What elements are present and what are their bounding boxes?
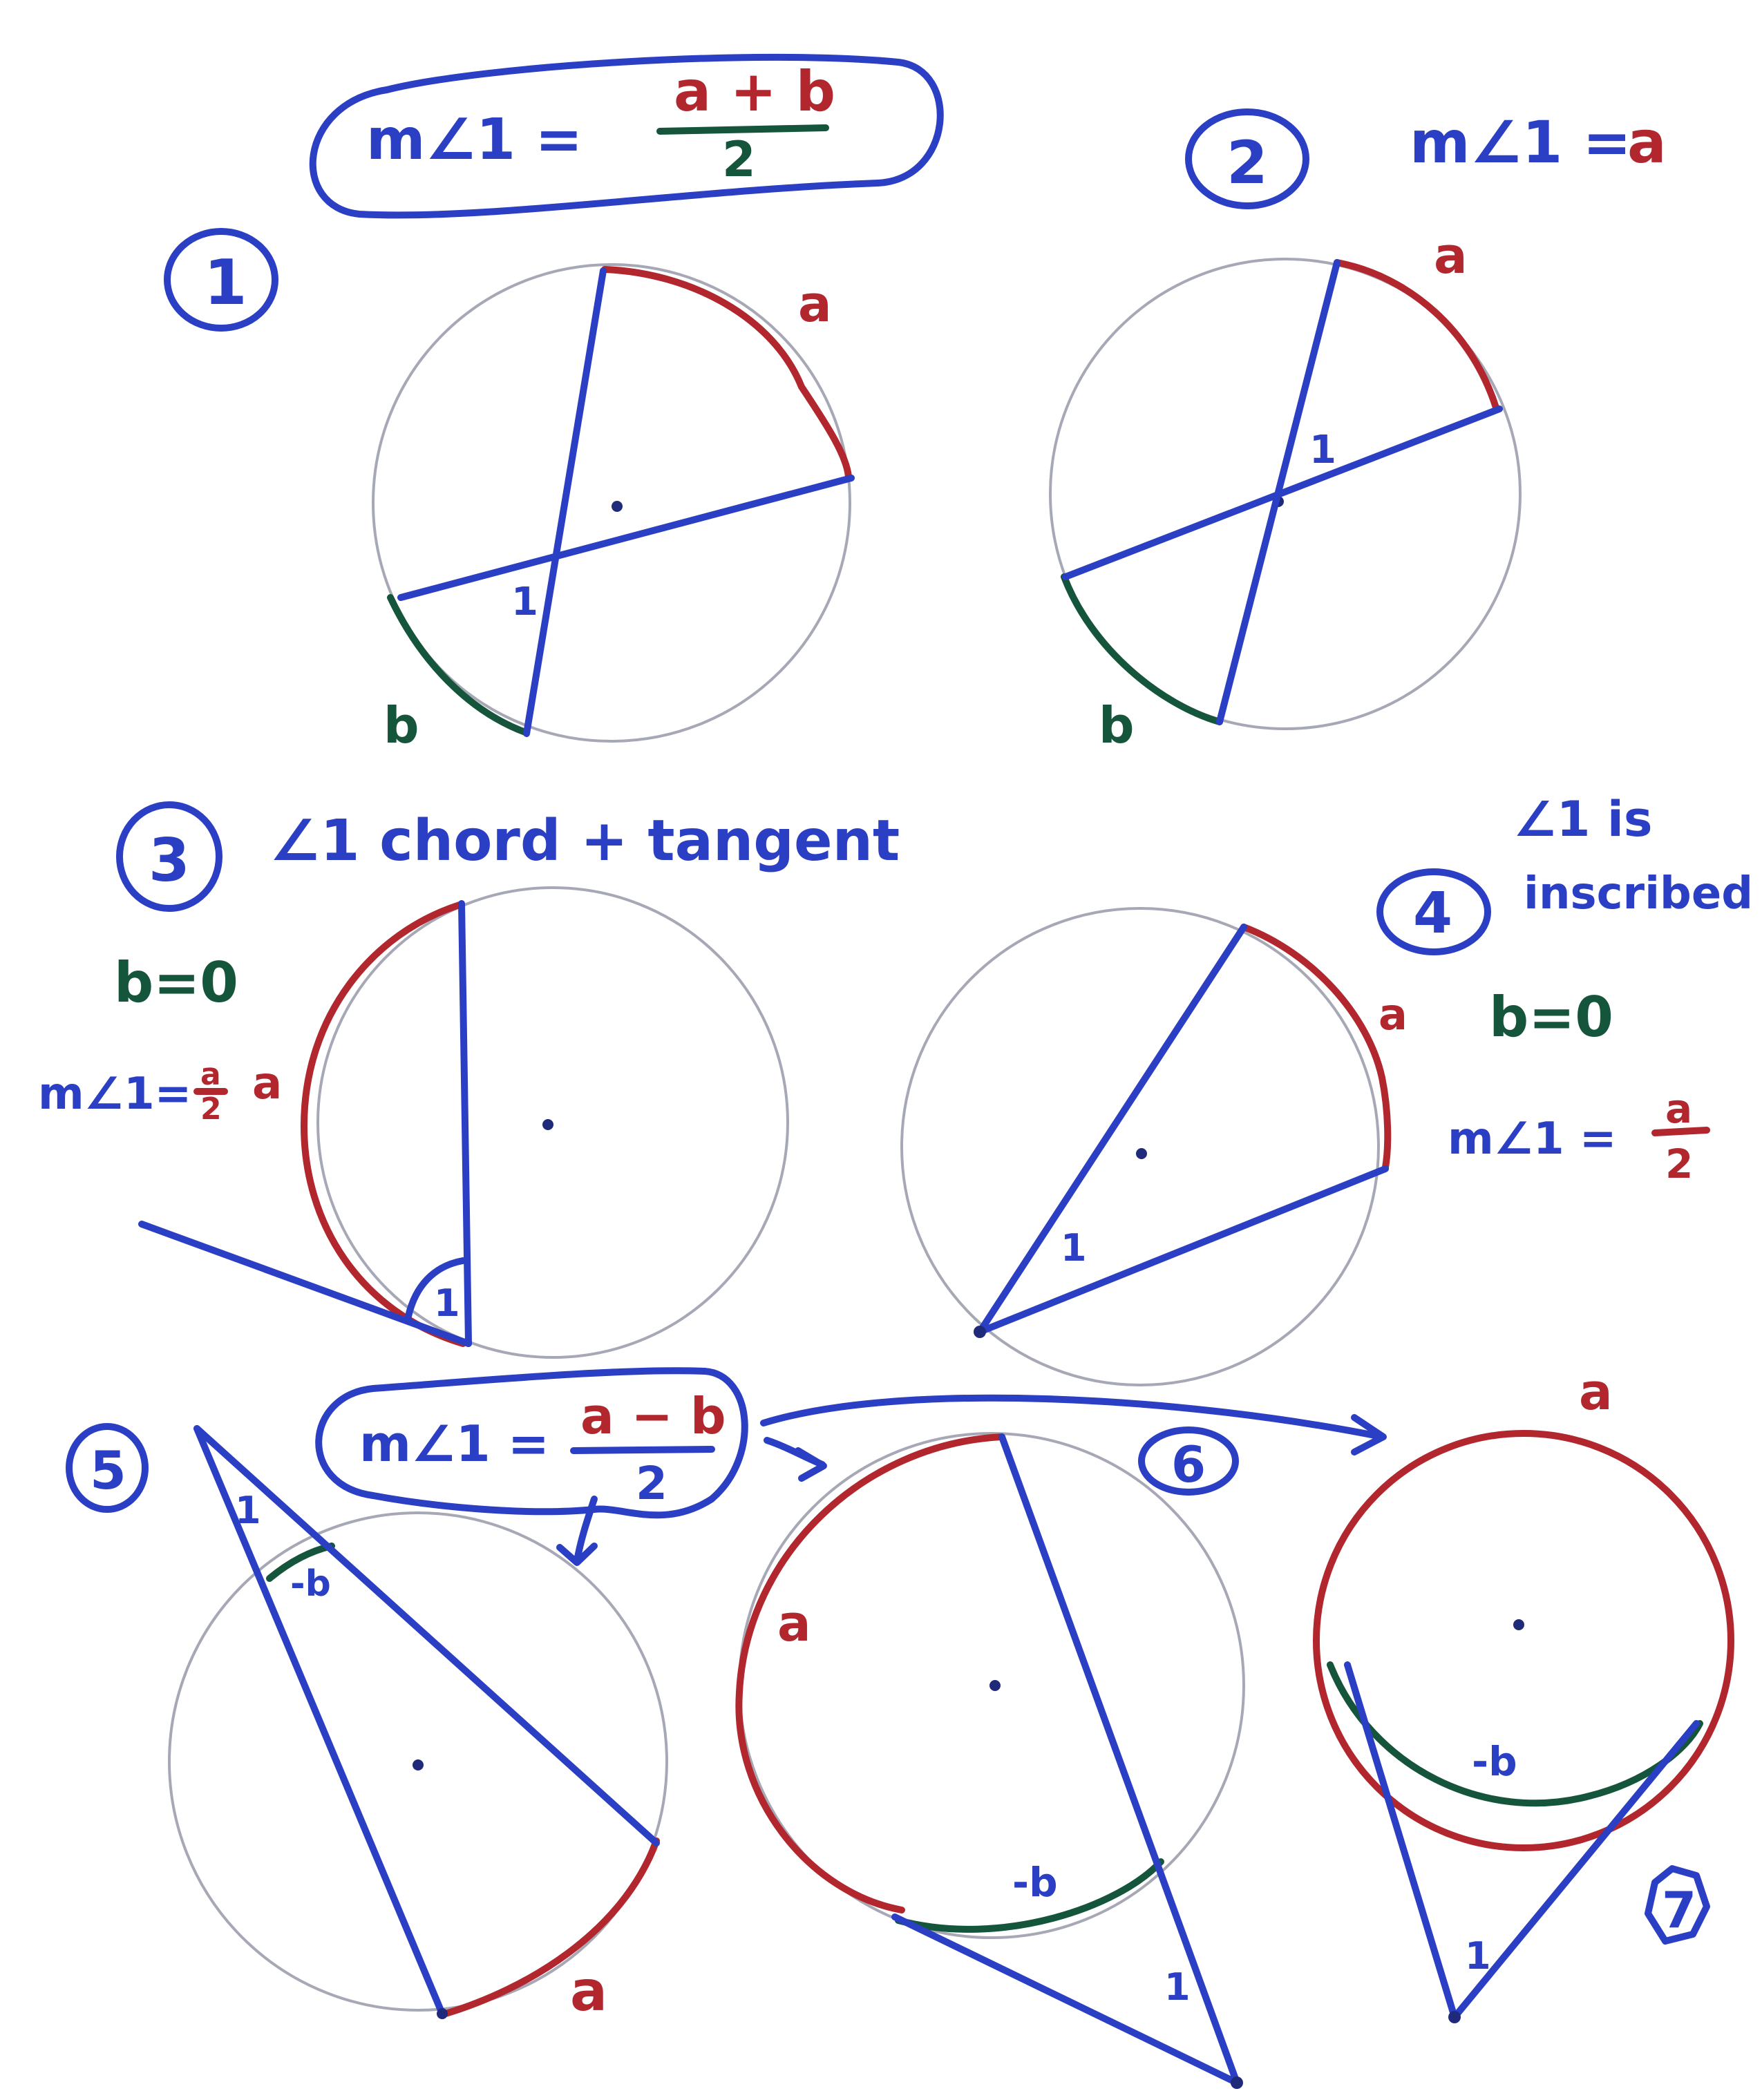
case-7-tangent-1 bbox=[1347, 1665, 1455, 2017]
case-2-formula-a: a bbox=[1627, 108, 1667, 176]
case-4-arc-a bbox=[1244, 927, 1387, 1167]
case-7-angle-label: 1 bbox=[1465, 1934, 1491, 1978]
formula-5-numerator: a − b bbox=[580, 1387, 726, 1445]
case-3-number: 3 bbox=[149, 826, 190, 895]
case-3-arc-a bbox=[304, 905, 463, 1344]
case-4-m-den: 2 bbox=[1665, 1140, 1694, 1187]
case-1 bbox=[167, 231, 851, 754]
case-5-arc-a bbox=[446, 1841, 656, 2014]
case-5 bbox=[69, 1426, 667, 2023]
formula-difference-half bbox=[319, 1371, 1383, 1563]
case-4-number: 4 bbox=[1413, 881, 1453, 946]
case-4-m-num: a bbox=[1665, 1085, 1693, 1132]
case-6-angle-label: 1 bbox=[1164, 1965, 1191, 2009]
case-4-chord-1 bbox=[980, 927, 1244, 1332]
case-2-arc-a bbox=[1337, 262, 1496, 408]
case-5-arc-a-label: a bbox=[570, 1959, 607, 2023]
case-1-chord-1 bbox=[527, 271, 603, 734]
case-7-arc-a-label: a bbox=[1579, 1363, 1613, 1421]
case-2-arc-b-label: b bbox=[1099, 696, 1135, 754]
case-5-angle-label: 1 bbox=[235, 1489, 261, 1532]
case-4-desc-line2: inscribed bbox=[1524, 868, 1754, 919]
case-4-arc-a-label: a bbox=[1379, 989, 1408, 1040]
case-7-number: 7 bbox=[1662, 1881, 1697, 1939]
case-4-angle-label: 1 bbox=[1061, 1226, 1087, 1270]
case-1-circle bbox=[373, 265, 850, 741]
case-1-chord-2 bbox=[401, 478, 851, 598]
case-7-arc-a bbox=[1316, 1433, 1731, 1848]
case-3-chord bbox=[462, 904, 468, 1344]
case-3-m-frac-den: 2 bbox=[200, 1091, 222, 1127]
case-7-center bbox=[1513, 1619, 1524, 1630]
case-3-center bbox=[542, 1119, 553, 1130]
case-2 bbox=[1050, 108, 1667, 754]
case-4-vertex bbox=[974, 1326, 986, 1338]
case-2-arc-b bbox=[1064, 577, 1220, 722]
formula-top-denominator: 2 bbox=[722, 131, 756, 188]
case-5-center bbox=[413, 1759, 424, 1770]
case-6-arc-neg-b-label: -b bbox=[1012, 1859, 1058, 1906]
case-1-arc-b-label: b bbox=[383, 696, 419, 754]
formula-top-numerator: a + b bbox=[674, 59, 835, 124]
case-2-formula-lhs: m∠1 = bbox=[1410, 108, 1631, 176]
case-2-number: 2 bbox=[1226, 128, 1268, 198]
case-4-chord-2 bbox=[980, 1169, 1385, 1332]
case-4-frac-bar bbox=[1655, 1130, 1707, 1133]
formula-top-lhs: m∠1 = bbox=[366, 107, 583, 173]
case-4-m-lhs: m∠1 = bbox=[1448, 1114, 1617, 1165]
case-4-center bbox=[1136, 1148, 1147, 1159]
arrow-to-case-6-head bbox=[798, 1451, 824, 1478]
case-1-angle-label: 1 bbox=[511, 580, 538, 624]
case-3-m-frac-num: a bbox=[200, 1057, 221, 1092]
case-6-number: 6 bbox=[1171, 1435, 1206, 1493]
case-4 bbox=[902, 791, 1753, 1385]
case-5-arc-neg-b-label: -b bbox=[290, 1563, 331, 1605]
case-7-arc-neg-b-label: -b bbox=[1472, 1738, 1517, 1785]
case-5-secant-2 bbox=[197, 1429, 656, 1843]
formula-5-lhs: m∠1 = bbox=[359, 1415, 550, 1473]
case-1-center bbox=[612, 501, 623, 512]
case-6-arc-a bbox=[739, 1437, 1002, 1910]
case-3-m-lhs: m∠1= bbox=[38, 1069, 192, 1120]
arrow-to-case-7 bbox=[764, 1398, 1382, 1437]
case-3-b-zero: b=0 bbox=[114, 951, 238, 1015]
case-2-angle-label: 1 bbox=[1309, 428, 1336, 472]
case-4-circle bbox=[902, 908, 1379, 1385]
case-4-b-zero: b=0 bbox=[1489, 985, 1613, 1049]
formula-5-denominator: 2 bbox=[636, 1457, 667, 1510]
case-6-vertex bbox=[1231, 2077, 1243, 2089]
case-5-secant-1 bbox=[197, 1429, 442, 2014]
case-3 bbox=[38, 805, 900, 1357]
case-7-vertex bbox=[1448, 2011, 1461, 2023]
case-5-point bbox=[437, 2008, 448, 2019]
case-2-chord-2 bbox=[1065, 409, 1499, 577]
case-3-description: ∠1 chord + tangent bbox=[269, 808, 900, 874]
case-4-desc-line1: ∠1 is bbox=[1513, 791, 1653, 848]
case-3-m-a: a bbox=[252, 1058, 283, 1109]
case-2-arc-a-label: a bbox=[1434, 227, 1468, 285]
case-3-angle-label: 1 bbox=[434, 1281, 460, 1325]
case-6-center bbox=[989, 1680, 1001, 1691]
formula-sum-half bbox=[313, 57, 940, 216]
case-1-arc-a-label: a bbox=[798, 275, 832, 333]
case-6 bbox=[739, 1430, 1244, 2089]
formula-5-bar bbox=[574, 1449, 712, 1451]
case-1-number: 1 bbox=[204, 247, 247, 319]
case-7 bbox=[1316, 1363, 1731, 2023]
case-6-arc-a-label: a bbox=[777, 1594, 811, 1652]
case-5-number: 5 bbox=[90, 1440, 126, 1501]
